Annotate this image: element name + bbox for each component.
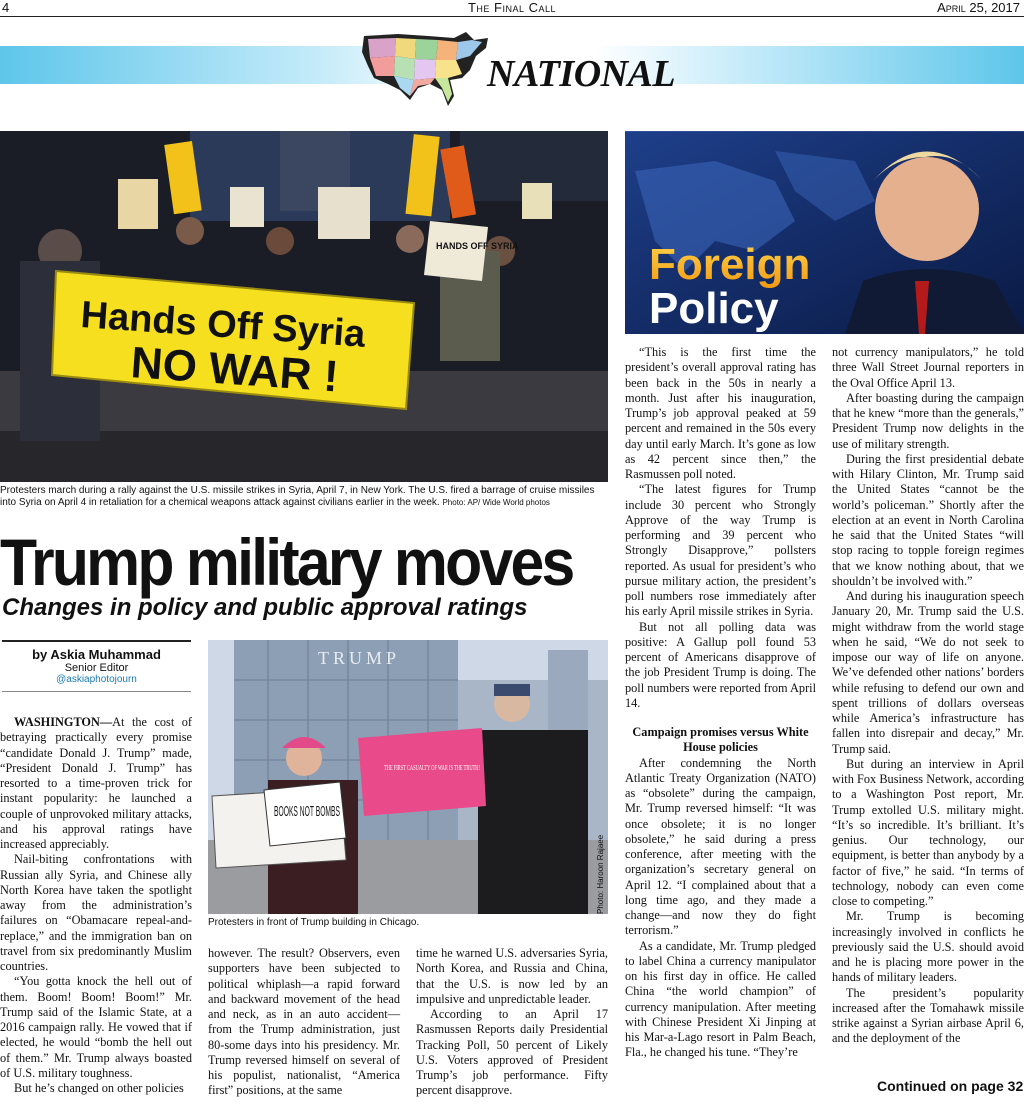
page-number: 4	[2, 0, 10, 15]
byline-role: Senior Editor	[64, 662, 129, 674]
trump-building-sign: TRUMP	[318, 648, 401, 668]
byline	[2, 640, 191, 692]
foreign-policy-graphic	[625, 131, 1024, 334]
foreign-policy-word-1: Foreign	[649, 240, 811, 289]
protest-banner-text-2: NO WAR !	[129, 338, 340, 402]
protest-caption-text: Protesters march during a rally against the U.S. missile strikes in Syria, April 7, in New York. The U.S. fired a barrage of cruise missiles into Syria on April 4 in retaliation for a chemical weapons attack against civilians earlier in the week.	[0, 485, 595, 508]
paragraph: not currency manipulators,” he told three Wall Street Journal reporters in the Oval Office April 13.	[832, 345, 1024, 390]
article-column-1	[0, 715, 192, 1096]
protest-photo	[0, 131, 608, 482]
paragraph: The president’s popularity increased after the Tomahawk missile strike against a Syrian airbase April 6, and the deployment of the	[832, 985, 1024, 1046]
books-not-bombs-sign: BOOKS NOT BOMBS	[274, 803, 340, 820]
issue-date: April 25, 2017	[937, 0, 1020, 15]
paragraph: And during his inauguration speech January 20, Mr. Trump said the U.S. might withdraw from the world stage when he said, “We do not seek to impose our way of life on anyone. We’ve defended other nations’ borders while refusing to defend our own and spent trillions of dollars overseas while America’s infrastructure has fallen into disrepair and decay,” Mr. Trump said.	[832, 589, 1024, 756]
section-title: NATIONAL	[487, 53, 676, 95]
paragraph: During the first presidential debate with Hilary Clinton, Mr. Trump said the United States “cannot be the world’s policeman.” Shortly after the election at an event in North Carolina he said that the United States “will stop racing to topple foreign regimes that we know nothing about, that we shouldn’t be involved with.”	[832, 451, 1024, 588]
chicago-photo-credit: Photo: Haroon Rajaee	[596, 834, 605, 914]
article-column-5	[832, 345, 1024, 1047]
us-map-icon	[358, 26, 494, 112]
subheadline: Changes in policy and public approval ratings	[2, 594, 528, 621]
protest-caption	[0, 485, 608, 509]
paragraph: “This is the first time the president’s overall approval rating has been back in the 50s in nearly a month. Just after his inauguration, Trump’s job approval peaked at 59 percent and remained in the 50s every day until early March. It’s gone as low as 42 percent since then,” the Rasmussen poll noted.	[625, 345, 816, 481]
article-column-2	[208, 946, 400, 1099]
paragraph: After boasting during the campaign that he knew “more than the generals,” President Trump now delights in the use of military strength.	[832, 390, 1024, 451]
article-subheading: Campaign promises versus White House policies	[632, 725, 809, 755]
chicago-protest-photo	[208, 640, 608, 914]
paragraph: At the cost of betraying practically every promise “candidate Donald J. Trump” made, “President Donald J. Trump” has resorted to a time-proven trick for instant popularity: he launched a couple of unprovoked military attacks, and his approval ratings have increased appreciably.	[0, 715, 192, 851]
truth-sign: THE FIRST CASUALTY OF WAR IS THE TRUTH!	[384, 764, 480, 772]
paragraph: however. The result? Observers, even supporters have been subjected to political whiplash—a rapid forward and backward movement of the head and neck, as in an auto accident—from the Trump administration, just 80-some days into his presidency. Mr. Trump reversed himself on several of his populist, nationalist, “America first” positions, at the same	[208, 946, 400, 1098]
paragraph: Nail-biting confrontations with Russian ally Syria, and Chinese ally North Korea have taken the spotlight away from the administration’s failures on “Obamacare repeal-and-replace,” and the immigration ban on travel from six predominantly Muslim countries.	[0, 852, 192, 973]
paragraph: But during an interview in April with Fox Business Network, according to a Washington Post report, Mr. Trump extolled U.S. military might. “It’s so incredible. It’s brilliant. It’s genius. Our technology, our equipment, is better than anybody by a factor of five,” he said. “In terms of technology, nobody can even come close to competing.”	[832, 756, 1024, 908]
foreign-policy-word-2: Policy	[649, 284, 779, 333]
protest-photo-credit: Photo: AP/ Wide World photos	[442, 498, 550, 507]
article-column-3	[416, 946, 608, 1099]
newspaper-name: The Final Call	[467, 0, 557, 15]
paragraph: As a candidate, Mr. Trump pledged to label China a currency manipulator on his first day in office. He called China “the world champion” of currency manipulation. After meeting with Chinese President Xi Jinping at his Mar-a-Lago resort in Palm Beach, Fla., he changed his tune. “They’re	[625, 938, 816, 1060]
paragraph: time he warned U.S. adversaries Syria, North Korea, and Russia and China, that the U.S. is now led by an impulsive and unpredictable leader.	[416, 946, 608, 1006]
paragraph: “You gotta knock the hell out of them. Boom! Boom! Boom!” Mr. Trump said of the Islamic State, at a 2016 campaign rally. He vowed that if elected, he would “bomb the hell out of them.” Mr. Trump always boasted of U.S. military toughness.	[0, 974, 192, 1080]
paragraph: After condemning the North Atlantic Treaty Organization (NATO) as “obsolete” during the campaign, Mr. Trump reversed himself: “It was once obsolete; it is no longer obsolete,” he said during a press conference, after meeting with the organization’s secretary general on April 12. “I complained about that a long time ago, and they made a change—and now they do fight terrorism.”	[625, 755, 816, 938]
byline-author: by Askia Muhammad	[32, 647, 161, 662]
paragraph: But not all polling data was positive: A Gallup poll found 53 percent of Americans disapprove of the job President Trump is doing. The poll numbers were reported from April 14.	[625, 619, 816, 710]
paragraph: Mr. Trump is becoming increasingly involved in conflicts he previously said the U.S. should avoid and he is placing more power in the hands of military leaders.	[832, 909, 1024, 985]
dateline: WASHINGTON—	[14, 715, 113, 729]
paragraph: But he’s changed on other policies	[14, 1081, 184, 1095]
headline: Trump military moves	[0, 525, 573, 599]
protest-sign-text: HANDS OFF SYRIA	[436, 241, 519, 251]
folio-bar	[0, 0, 1024, 17]
chicago-caption: Protesters in front of Trump building in Chicago.	[208, 917, 420, 928]
article-column-4	[625, 345, 816, 1061]
protest-banner-text: Hands Off Syria	[79, 294, 367, 356]
continued-link[interactable]: Continued on page 32	[877, 1078, 1024, 1094]
byline-handle: @askiaphotojourn	[56, 674, 137, 685]
paragraph: According to an April 17 Rasmussen Reports daily Presidential Tracking Poll, 50 percent of Likely U.S. Voters approved of President Trump’s job performance. Fifty percent disapprove.	[416, 1007, 608, 1098]
paragraph: “The latest figures for Trump include 30 percent who Strongly Approve of the way Trump is performing and 39 percent who Strongly Disapprove,” pollsters reported. As usual for president’s who pursue military action, the president’s poll numbers rose immediately after his early April missile strikes in Syria.	[625, 482, 816, 619]
